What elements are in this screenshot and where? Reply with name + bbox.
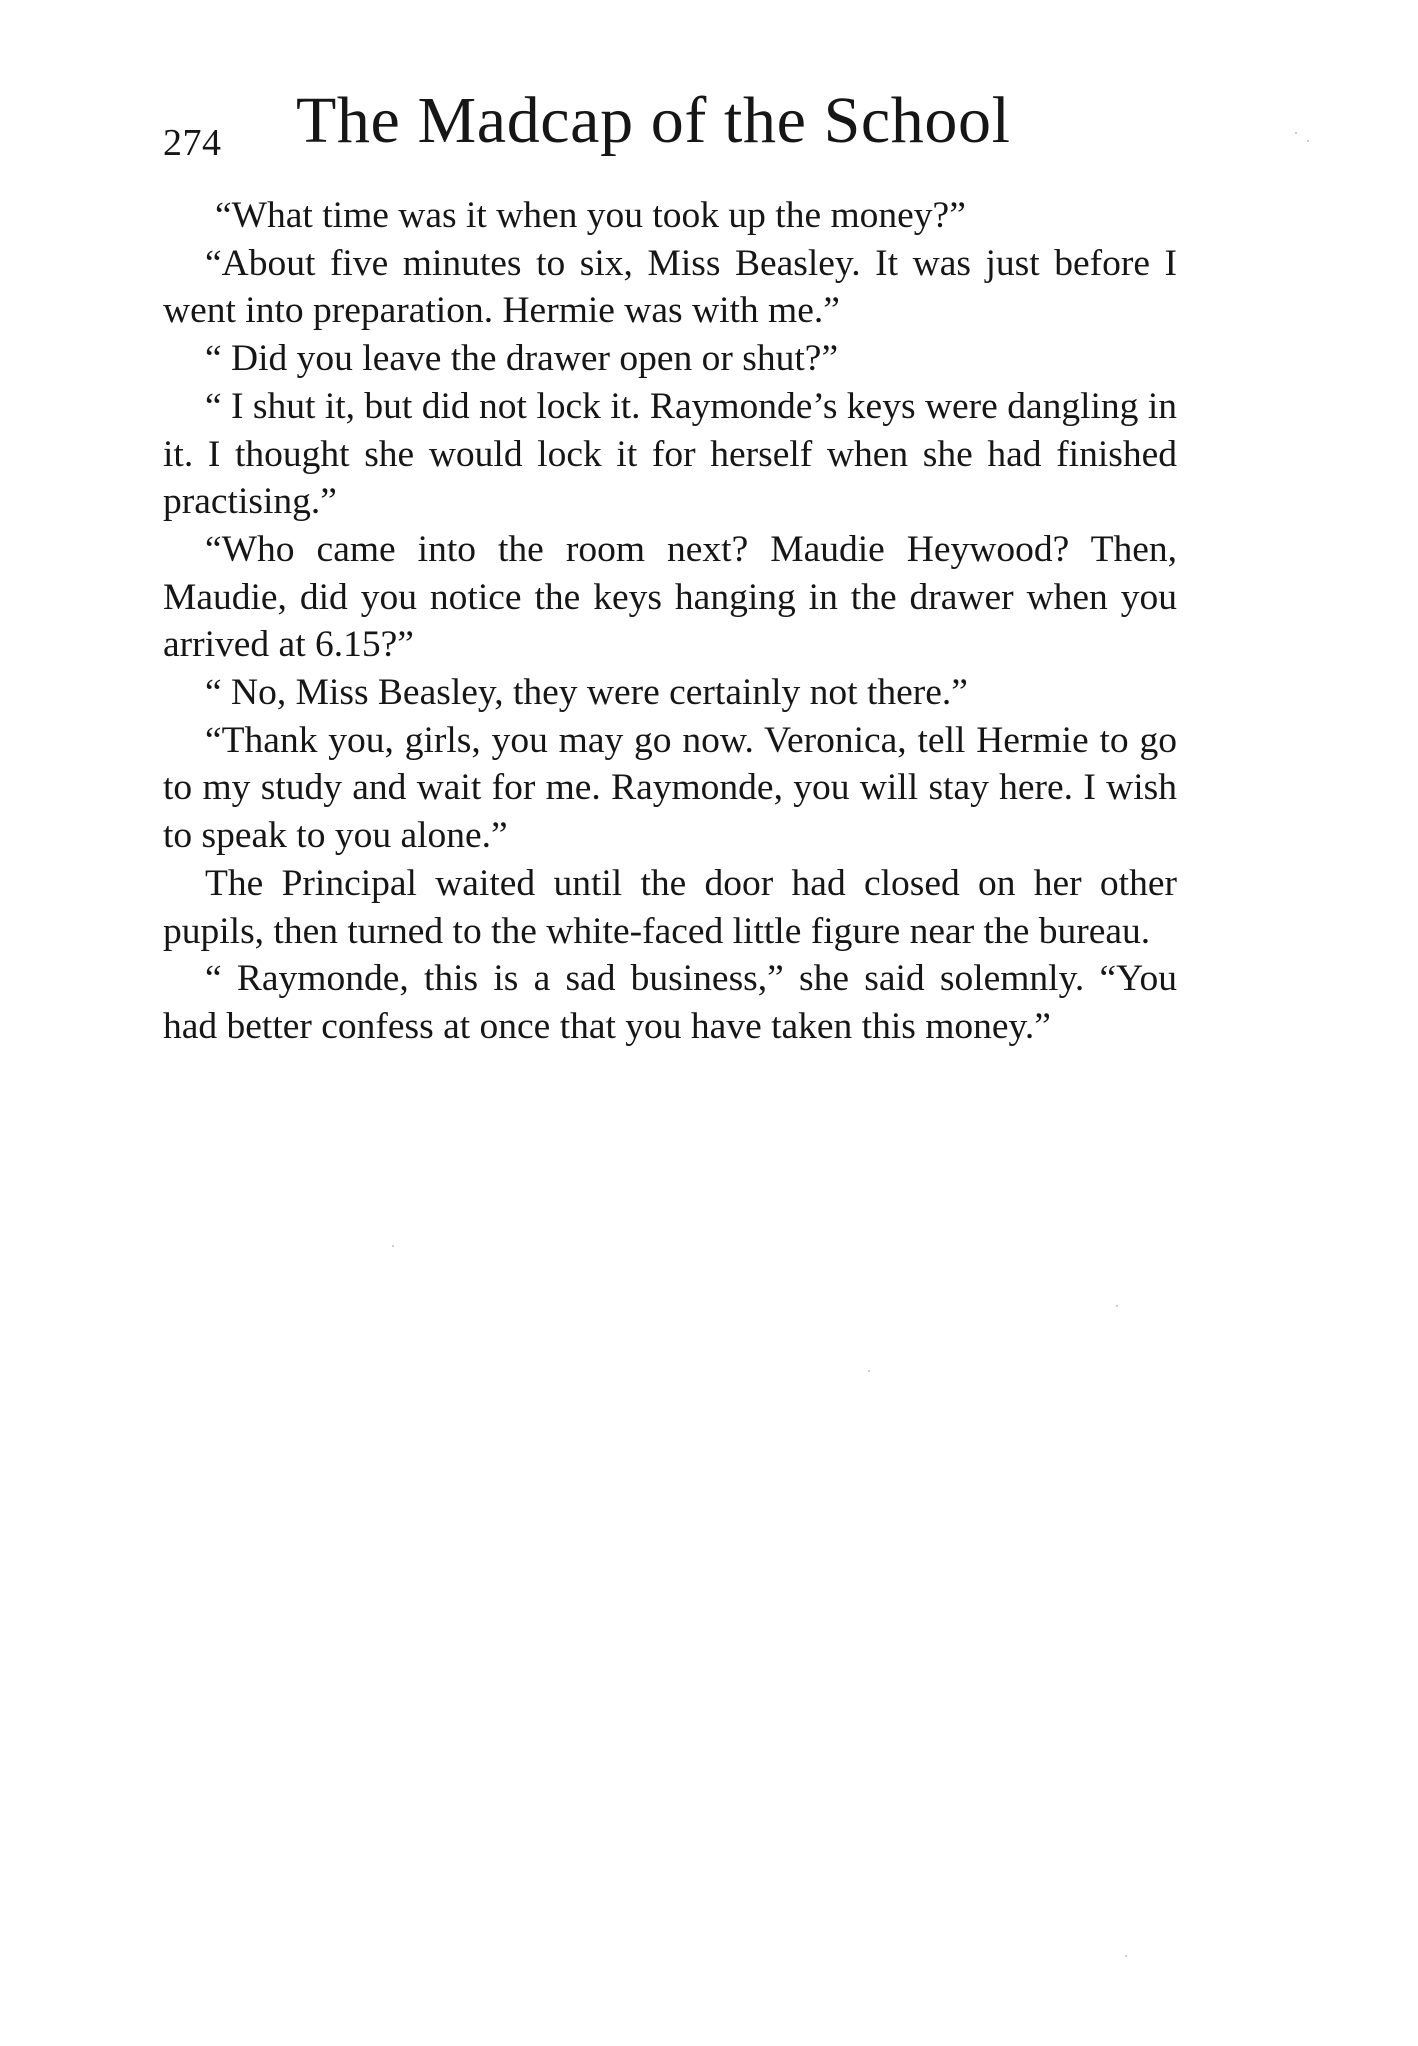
page-number: 274 — [163, 122, 222, 164]
paper-speck — [1295, 132, 1297, 134]
paragraph: “ No, Miss Beasley, they were certainly not there.” — [205, 672, 968, 714]
paper-speck — [392, 1245, 394, 1247]
paper-speck — [1116, 1305, 1118, 1307]
paragraph: The Principal waited until the door had closed on her other pupils, then turned to the white-faced little figure near the bureau. — [163, 862, 1177, 952]
paper-speck — [868, 1370, 870, 1372]
paragraph: “Who came into the room next? Maudie Heywood? Then, Maudie, did you notice the keys hanging in the drawer when you arrived at 6.15?” — [163, 528, 1177, 666]
paragraph: “ Raymonde, this is a sad business,” she said solemnly. “You had better confess at once that you have taken this money.” — [163, 958, 1177, 1047]
running-title: The Madcap of the School — [296, 84, 1011, 157]
paragraph: “What time was it when you took up the money?” — [215, 195, 966, 236]
body-text — [163, 192, 1177, 1051]
paper-speck — [1125, 1955, 1127, 1957]
paragraph: “ Did you leave the drawer open or shut?” — [205, 338, 839, 380]
paragraph: “ I shut it, but did not lock it. Raymonde’s keys were dangling in it. I thought she would lock it for herself when she had finished practising.” — [163, 385, 1177, 523]
paragraph: “Thank you, girls, you may go now. Veronica, tell Hermie to go to my study and wait for me. Raymonde, you will stay here. I wish to speak to you alone.” — [163, 719, 1177, 857]
running-head — [163, 84, 1193, 168]
paragraph: “About five minutes to six, Miss Beasley. It was just before I went into preparation. Hermie was with me.” — [163, 242, 1177, 332]
paper-speck — [1307, 140, 1309, 142]
